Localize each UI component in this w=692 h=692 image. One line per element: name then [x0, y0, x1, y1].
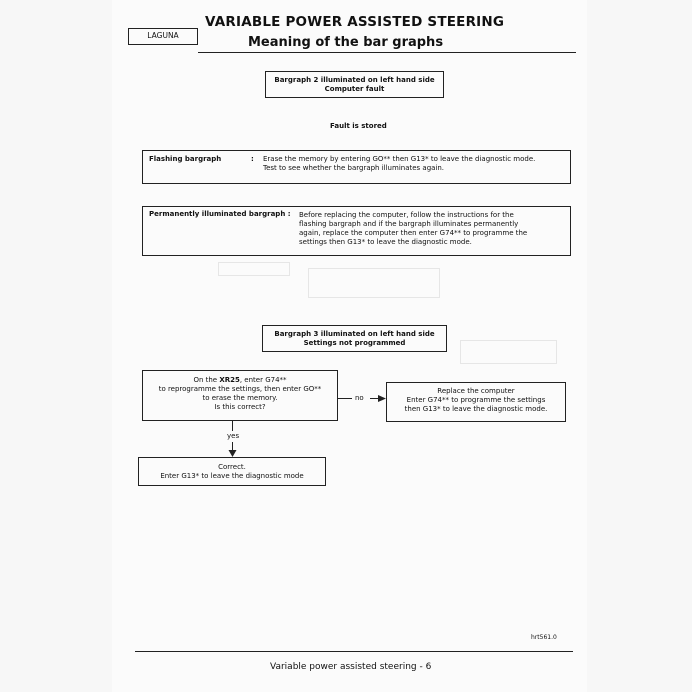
- question-line-3: to erase the memory.: [202, 394, 278, 402]
- footer-rule: [135, 651, 573, 652]
- correct-line-1: Correct.: [218, 463, 246, 471]
- bleed-through-mark: [218, 262, 290, 276]
- fault-stored-label: Fault is stored: [330, 122, 387, 130]
- flashing-colon: :: [251, 155, 254, 163]
- bleed-through-mark: [460, 340, 557, 364]
- bleed-through-mark: [308, 268, 440, 298]
- yes-label: yes: [227, 432, 240, 440]
- permanent-text-3: again, replace the computer then enter G74** to programme the: [299, 229, 528, 237]
- no-label: no: [355, 394, 364, 402]
- bargraph-3-line2: Settings not programmed: [303, 339, 406, 347]
- flashing-text-1: Erase the memory by entering GO** then G13* to leave the diagnostic mode.: [263, 155, 536, 163]
- bargraph-3-box: [262, 325, 447, 352]
- no-connector-left: [338, 398, 352, 399]
- question-line-2: to reprogramme the settings, then enter GO**: [158, 385, 322, 393]
- replace-line-1: Replace the computer: [437, 387, 515, 395]
- question-line-1-bold: XR25: [219, 376, 240, 384]
- header-rule: [198, 52, 576, 53]
- flashing-label: Flashing bargraph: [149, 155, 222, 163]
- flashing-text-2: Test to see whether the bargraph illuminates again.: [263, 164, 445, 172]
- permanent-text-4: settings then G13* to leave the diagnostic mode.: [299, 238, 472, 246]
- question-line-4: Is this correct?: [214, 403, 266, 411]
- correct-line-2: Enter G13* to leave the diagnostic mode: [160, 472, 304, 480]
- question-line-1: [143, 376, 337, 385]
- replace-line-3: then G13* to leave the diagnostic mode.: [404, 405, 548, 413]
- model-tag-box: [128, 28, 198, 45]
- question-box: [142, 370, 338, 421]
- replace-line-2: Enter G74** to programme the settings: [406, 396, 546, 404]
- bargraph-3-line1: Bargraph 3 illuminated on left hand side: [274, 330, 435, 338]
- permanent-label: Permanently illuminated bargraph :: [149, 210, 291, 218]
- flashing-bargraph-box: [142, 150, 571, 184]
- model-tag: LAGUNA: [147, 31, 179, 40]
- page-footer-label: Variable power assisted steering - 6: [270, 662, 432, 672]
- permanent-bargraph-box: [142, 206, 571, 256]
- yes-connector-top: [232, 421, 233, 431]
- page-title: VARIABLE POWER ASSISTED STEERING: [205, 14, 505, 30]
- permanent-text-1: Before replacing the computer, follow the instructions for the: [299, 211, 514, 219]
- figure-reference: hrt561.0: [531, 634, 557, 641]
- bargraph-2-box: [265, 71, 444, 98]
- replace-box: [386, 382, 566, 422]
- bargraph-2-line1: Bargraph 2 illuminated on left hand side: [274, 76, 435, 84]
- question-line-1-pre: On the: [193, 376, 220, 384]
- permanent-text-2: flashing bargraph and if the bargraph illuminates permanently: [299, 220, 519, 228]
- page-subtitle: Meaning of the bar graphs: [248, 35, 444, 50]
- correct-box: [138, 457, 326, 486]
- bargraph-2-line2: Computer fault: [324, 85, 385, 93]
- question-line-1-post: , enter G74**: [239, 376, 287, 384]
